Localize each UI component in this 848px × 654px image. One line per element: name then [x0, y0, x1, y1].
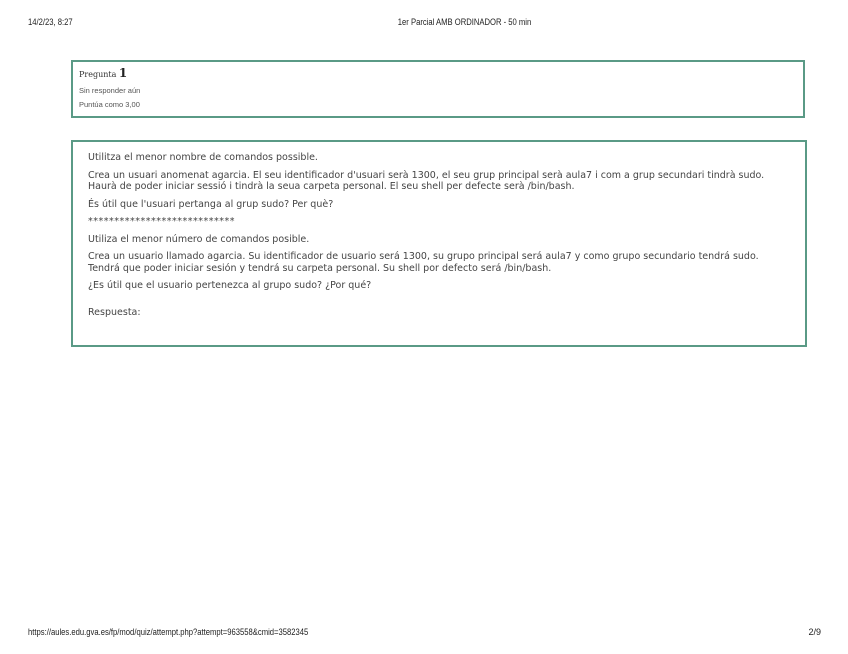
question-info-box	[71, 60, 805, 118]
print-page-title: 1er Parcial AMB ORDINADOR - 50 min	[398, 17, 532, 27]
question-grade: Puntúa como 3,00	[79, 100, 140, 109]
question-heading	[79, 67, 797, 81]
question-ask-ca: És útil que l'usuari pertanga al grup sudo? Per què?	[88, 198, 334, 210]
question-separator: ****************************	[88, 216, 235, 227]
question-number: 1	[118, 66, 128, 80]
question-task-es: Crea un usuario llamado agarcia. Su identificador de usuario será 1300, su grupo principal será aula7 y como grupo secundario tendrá sudo. Tendrá que poder iniciar sesión y tendrá su carpeta personal. Su shell por defecto será /bin/bash.	[88, 251, 759, 274]
print-footer-url: https://aules.edu.gva.es/fp/mod/quiz/attempt.php?attempt=963558&cmid=3582345	[28, 627, 309, 637]
question-content-box	[71, 140, 807, 347]
question-task-ca: Crea un usuari anomenat agarcia. El seu identificador d'usuari serà 1300, el seu grup principal serà aula7 i com a grup secundari tindrà sudo. Haurà de poder iniciar sessió i tindrà la seua carpeta personal. El seu shell per defecte serà /bin/bash.	[88, 169, 765, 192]
question-instruction-ca: Utilitza el menor nombre de comandos possible.	[88, 152, 318, 163]
answer-label: Respuesta:	[88, 306, 141, 318]
question-state: Sin responder aún	[79, 86, 141, 95]
question-instruction-es: Utiliza el menor número de comandos posible.	[88, 233, 310, 245]
print-page-number: 2/9	[808, 627, 821, 637]
question-label: Pregunta	[79, 70, 117, 79]
print-header-title-wrap	[0, 17, 848, 27]
print-datetime: 14/2/23, 8:27	[28, 17, 73, 27]
question-ask-es: ¿Es útil que el usuario pertenezca al grupo sudo? ¿Por qué?	[88, 280, 372, 291]
